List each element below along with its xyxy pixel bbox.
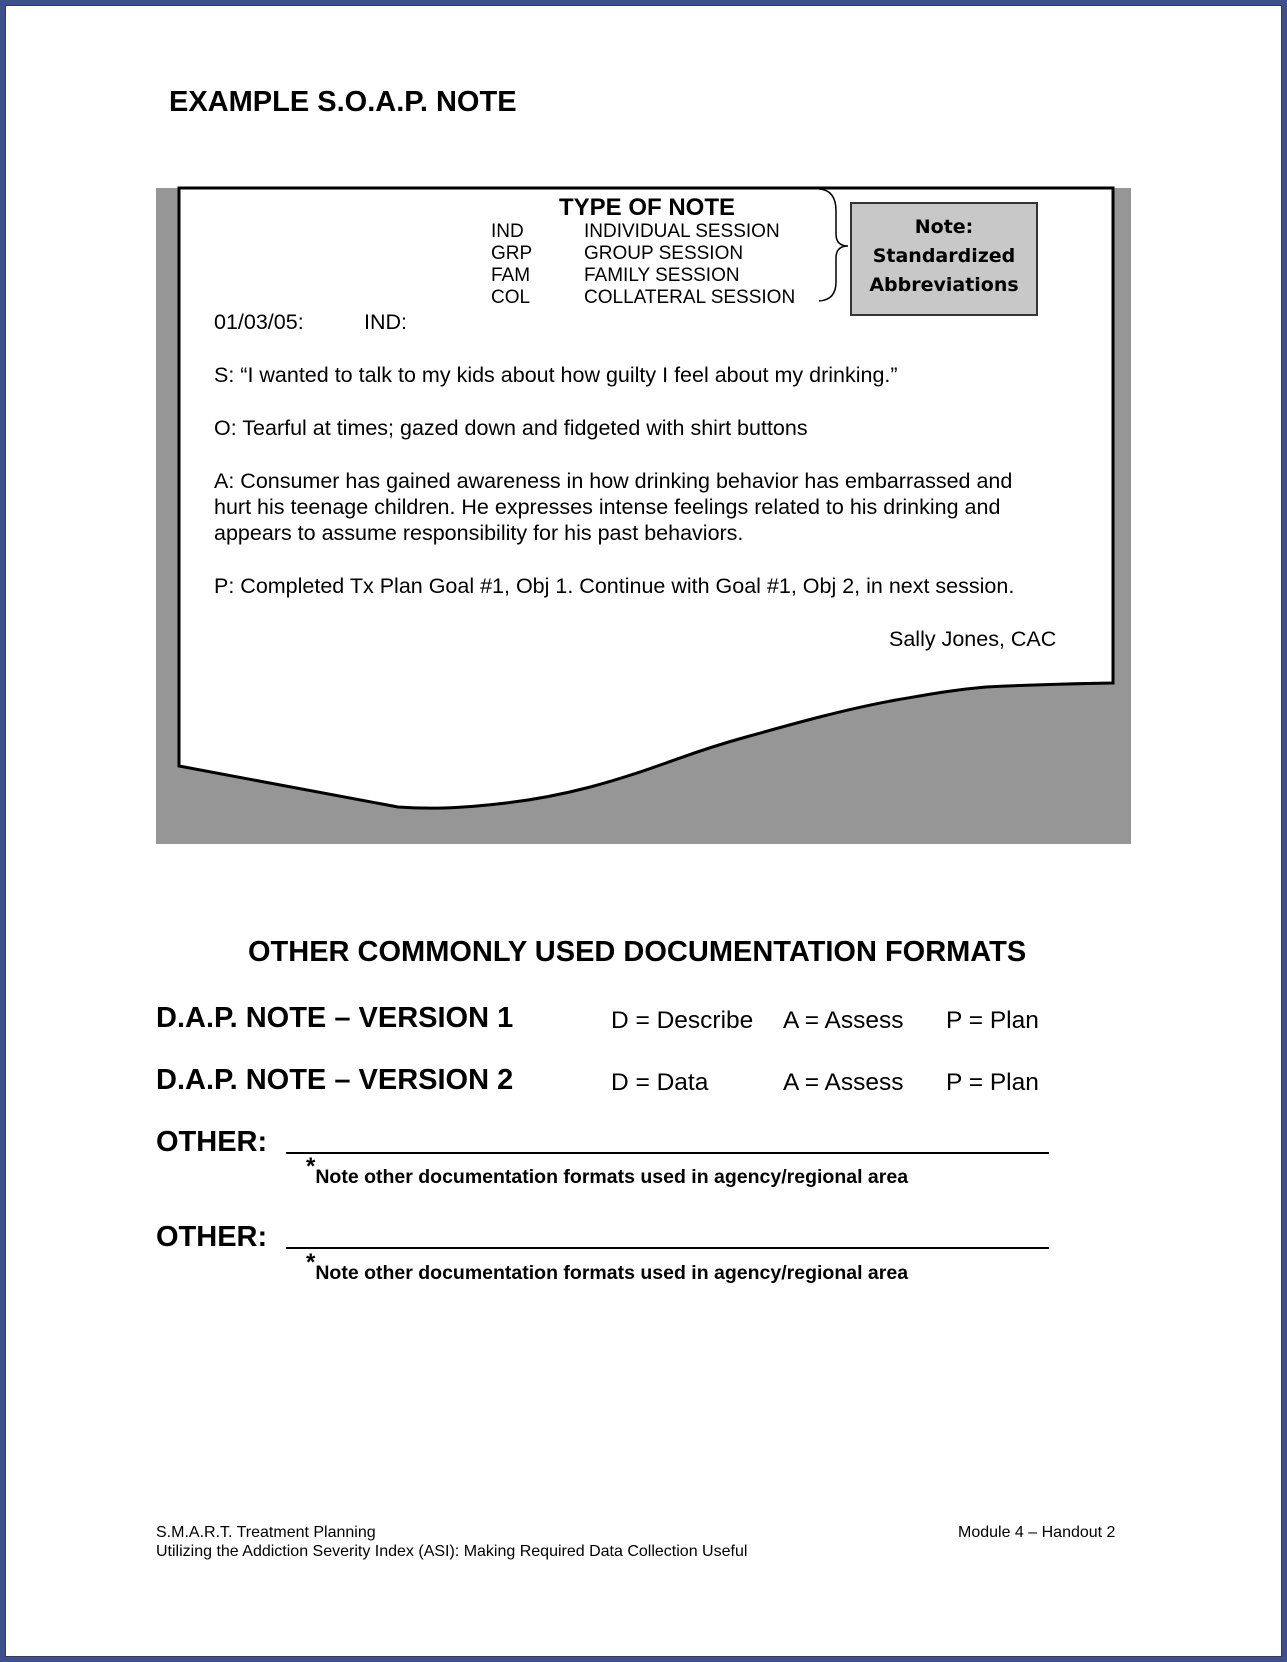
dap-p: P = Plan — [946, 1069, 1039, 1096]
asterisk: * — [306, 1248, 316, 1276]
soap-subjective: S: “I wanted to talk to my kids about how guilty I feel about my drinking.” — [214, 363, 898, 387]
soap-objective: O: Tearful at times; gazed down and fidgeted with shirt buttons — [214, 416, 808, 440]
callout-line: Note: — [914, 216, 974, 238]
abbr-code: IND — [491, 221, 524, 242]
fill-in-line[interactable] — [286, 1152, 1049, 1154]
handout-page — [5, 5, 1282, 1657]
abbr-full: GROUP SESSION — [584, 243, 744, 264]
other-note-text: Note other documentation formats used in agency/regional area — [315, 1166, 909, 1188]
dap-p: P = Plan — [946, 1007, 1039, 1034]
abbreviations-callout — [850, 202, 1038, 316]
dap-d: D = Describe — [611, 1007, 754, 1034]
type-of-note-heading: TYPE OF NOTE — [559, 194, 736, 221]
callout-line: Standardized — [872, 245, 1016, 267]
other-note-text: Note other documentation formats used in agency/regional area — [315, 1262, 909, 1284]
soap-assessment-line: hurt his teenage children. He expresses intense feelings related to his drinking and — [214, 495, 1001, 519]
other-note — [306, 1152, 909, 1189]
signature: Sally Jones, CAC — [889, 627, 1057, 651]
other-note — [306, 1248, 909, 1285]
note-date: 01/03/05: — [214, 310, 304, 334]
callout-line: Abbreviations — [869, 274, 1019, 296]
other-label: OTHER: — [156, 1126, 268, 1158]
soap-assessment-line: A: Consumer has gained awareness in how drinking behavior has embarrassed and — [214, 469, 1013, 493]
abbr-code: GRP — [491, 243, 533, 264]
abbr-full: COLLATERAL SESSION — [584, 287, 796, 308]
dap-d: D = Data — [611, 1069, 709, 1096]
soap-assessment-line: appears to assume responsibility for his past behaviors. — [214, 521, 744, 545]
footer-left-line2: Utilizing the Addiction Severity Index (ASI): Making Required Data Collection Useful — [156, 1543, 748, 1560]
dap-version-name: D.A.P. NOTE – VERSION 2 — [156, 1064, 514, 1096]
dap-version-name: D.A.P. NOTE – VERSION 1 — [156, 1002, 514, 1034]
page-title: EXAMPLE S.O.A.P. NOTE — [169, 86, 517, 118]
abbr-code: FAM — [491, 265, 531, 286]
asterisk: * — [306, 1152, 316, 1180]
dap-a: A = Assess — [783, 1007, 904, 1034]
note-type: IND: — [364, 310, 407, 334]
section-title: OTHER COMMONLY USED DOCUMENTATION FORMATS — [248, 936, 1027, 968]
abbr-full: FAMILY SESSION — [584, 265, 740, 286]
fill-in-line[interactable] — [286, 1247, 1049, 1249]
soap-plan: P: Completed Tx Plan Goal #1, Obj 1. Continue with Goal #1, Obj 2, in next session. — [214, 574, 1015, 598]
abbr-full: INDIVIDUAL SESSION — [584, 221, 780, 242]
footer-left-line1: S.M.A.R.T. Treatment Planning — [156, 1524, 376, 1541]
other-label: OTHER: — [156, 1221, 268, 1253]
dap-a: A = Assess — [783, 1069, 904, 1096]
footer-right: Module 4 – Handout 2 — [958, 1524, 1116, 1541]
abbr-code: COL — [491, 287, 531, 308]
